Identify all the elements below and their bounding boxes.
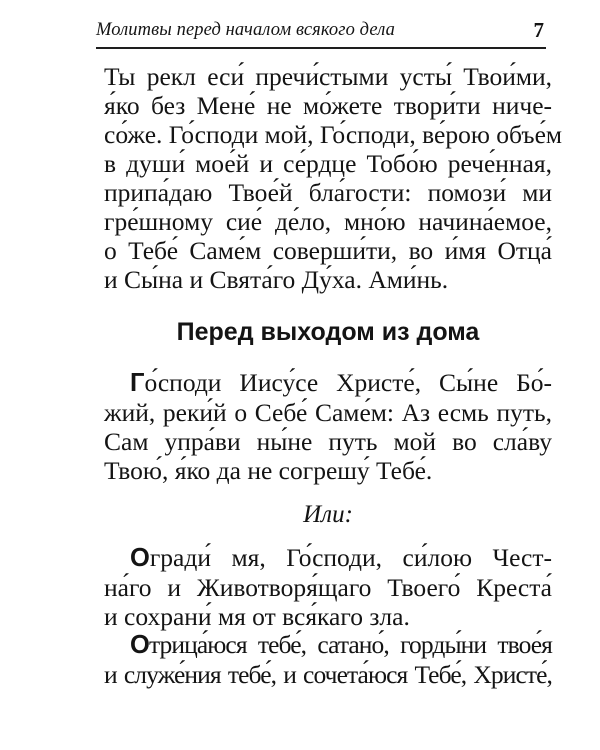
text-line: на́го и Животворя́щаго Твоего́ Креста́ [104, 573, 552, 602]
text-line: гре́шному сие́ де́ло, мно́ю начина́емое, [104, 207, 552, 236]
drop-initial: О [130, 544, 150, 572]
text-line: и служе́ния тебе́, и сочета́юся Тебе́, Христе́, [104, 660, 552, 689]
prayer-continuation-paragraph [104, 62, 563, 294]
text-line: я́ко без Мене́ не мо́жете твори́ти ниче- [104, 91, 552, 120]
text-line: Сам упра́ви ны́не путь мой во сла́ву [104, 427, 552, 456]
or-label: Или: [303, 501, 353, 528]
line-text: гради́ мя, Го́споди, си́лою Чест- [149, 543, 552, 572]
drop-initial: Г [130, 369, 145, 397]
section-heading: Перед выходом из дома [176, 318, 480, 346]
text-line: Твою́, я́ко да не согрешу́ Тебе́. [104, 456, 433, 485]
text-line: в души́ мое́й и се́рдце Тобо́ю рече́нная, [104, 149, 552, 178]
text-line: припа́даю Твое́й бла́гости: помози́ ми [104, 178, 552, 207]
running-title: Молитвы перед началом всякого дела [96, 20, 395, 40]
prayer-leaving-home-paragraph [104, 368, 552, 485]
prayer-renounce-paragraph [104, 630, 552, 689]
drop-initial: О [130, 631, 149, 659]
running-head [96, 16, 546, 44]
text-line [104, 630, 552, 660]
text-line: со́же. Го́споди мой, Го́споди, ве́рою объе́м [104, 120, 563, 149]
text-line [104, 543, 552, 573]
text-line: Ты рекл еси́ пречи́стыми усты́ Твои́ми, [104, 62, 552, 91]
text-line: о Тебе́ Саме́м соверши́ти, во и́мя Отца́ [104, 236, 552, 265]
page-number: 7 [533, 18, 544, 42]
text-line [104, 368, 552, 398]
prayer-cross-paragraph [104, 543, 552, 631]
text-line: жий, реки́й о Себе́ Саме́м: Аз есмь путь, [104, 398, 552, 427]
line-text: о́споди Иису́се Христе́, Сы́не Бо́- [144, 368, 552, 397]
text-line: и сохрани́ мя от вся́каго зла. [104, 602, 410, 631]
text-line: и Сы́на и Свята́го Ду́ха. Ами́нь. [104, 265, 449, 294]
line-text: трица́юся тебе́, сатано́, горды́ни твое́я [148, 630, 552, 659]
header-rule [96, 47, 546, 49]
